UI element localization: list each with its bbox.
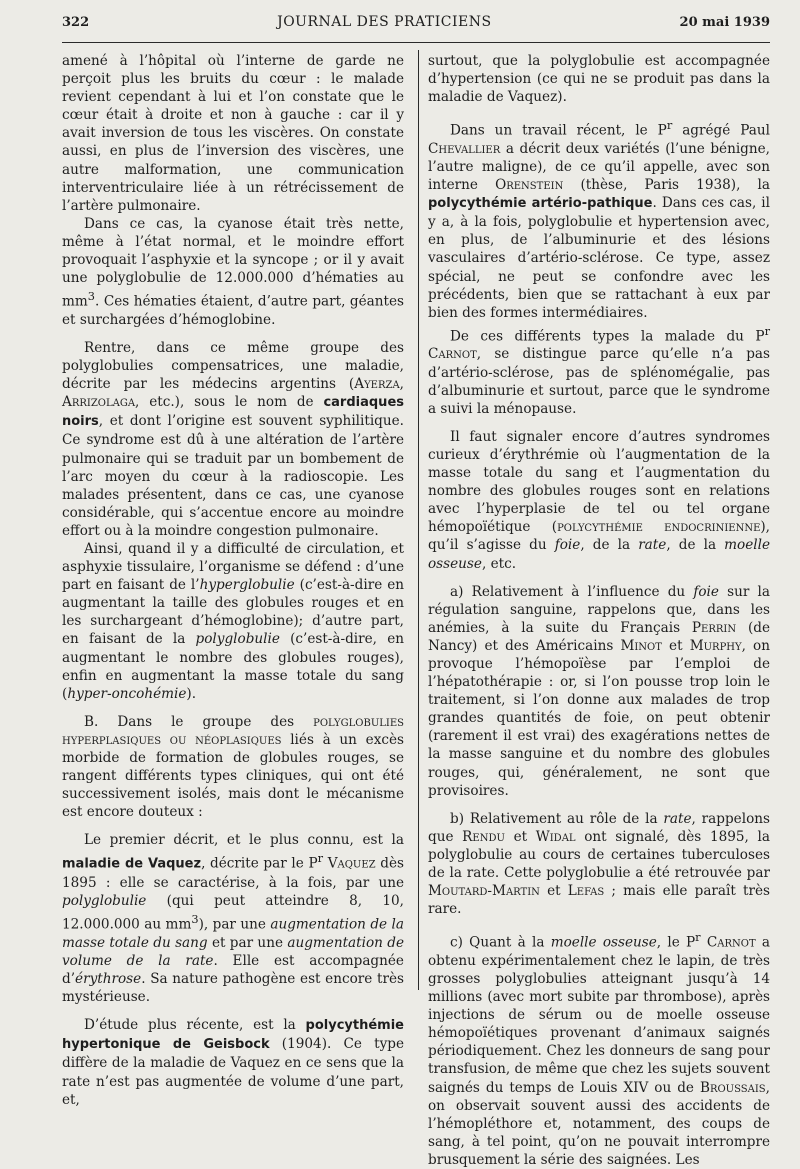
running-header (62, 14, 770, 36)
right-column (416, 52, 770, 1169)
paragraph: Rentre, dans ce même groupe des polyglobulies compensatrices, une maladie, décrite par les médecins argentins (Ayerza, Arrizolaga, etc.), sous le nom de cardiaques noirs, et dont l’origine est souvent syphilitique. Ce syndrome est dû à une altération de l’artère pulmonaire qui se traduit par un bombement de l’arc moyen du cœur à la radioscopie. Les malades présentent, dans ce cas, une cyanose considérable, qui s’accentue encore au moindre effort ou à la moindre congestion pulmonaire. (62, 339, 404, 539)
paragraph: surtout, que la polyglobulie est accompagnée d’hypertension (ce qui ne se produit pas dans la maladie de Vaquez). (428, 53, 770, 106)
issue-date: 20 mai 1939 (679, 15, 770, 30)
paragraph: Il faut signaler encore d’autres syndromes curieux d’érythrémie où l’augmentation de la masse totale du sang et l’augmentation du nombre des globules rouges sont en relations avec l’hyperplasie de tel ou tel organe hémopoïétique (polycythémie endocrinienne), qu’il s’agisse du foie, de la rate, de la moelle osseuse, etc. (428, 428, 771, 572)
text-columns (62, 52, 770, 1169)
paragraph: c) Quant à la moelle osseuse, le $P^r$ Carnot a obtenu expérimentalement chez le lapin, de très grosses polyglobulies atteignant jusqu’à 14 millions (avec mort subite par thrombose), après injections de sérum ou de moelle osseuse hémopoïétiques provenant d’animaux saignés périodiquement. Chez les donneurs de sang pour transfusion, de même que chez les sujets souvent saignés du temps de Louis XIV ou de Broussais, on observait souvent aussi des accidents de l’hémopléthore et, notamment, des coups de sang, à tel point, qu’on ne pouvait interrompre brusquement la série des saignées. Les (428, 930, 770, 1168)
paragraph: D’étude plus récente, est la polycythémie hypertonique de Geisbock (1904). Ce type diffère de la maladie de Vaquez en ce sens que la rate n’est pas augmentée de volume d’une part, et, (62, 1017, 404, 1108)
paragraph: Ainsi, quand il y a difficulté de circulation, et asphyxie tissulaire, l’organisme se défend : d’une part en faisant de l’hyperglobulie (c’est-à-dire en augmentant la taille des globules rouges et en les surchargeant d’hémoglobine); d’autre part, en faisant de la polyglobulie (c’est-à-dire, en augmentant le nombre des globules rouges), enfin en augmentant la masse totale du sang (hyper-oncohémie). (62, 540, 404, 702)
paragraph: B. Dans le groupe des polyglobulies hyperplasiques ou néoplasiques liés à un excès morbide de formation de globules rouges, se rangent différents types cliniques, qui ont été successivement isolés, mais dont le mécanisme est encore douteux : (62, 713, 404, 821)
paragraph: amené à l’hôpital où l’interne de garde ne perçoit plus les bruits du cœur : le malade revient cependant à lui et l’on constate que le cœur était à droite et non à gauche : car il y avait inversion de tous les viscères. On constate aussi, en plus de l’inversion des viscères, une autre malformation, une communication interventriculaire liée à un rétrécissement de l’artère pulmonaire. (62, 53, 404, 214)
column-divider (418, 50, 419, 990)
header-rule (62, 42, 770, 43)
page-number: 322 (62, 15, 90, 30)
paragraph: Dans un travail récent, le $P^r$ agrégé Paul Chevallier a décrit deux variétés (l’une bénigne, l’autre maligne), de ce qu’il appelle, avec son interne Orenstein (thèse, Paris 1938), la polycythémie artério-pathique. Dans ces cas, il y a, à la fois, polyglobulie et hypertension avec, en plus, de l’albuminurie et des lésions vasculaires d’artério-sclérose. Ce type, assez spécial, ne peut se confondre avec les précédents, bien que se rattachant à eux par bien des formes intermédiaires. (428, 118, 771, 321)
paragraph: De ces différents types la malade du $P^r$ Carnot, se distingue parce qu’elle n’a pas d’artério-sclérose, pas de splénomégalie, pas d’albuminurie et surtout, parce que le syndrome a suivi la ménopause. (428, 323, 770, 417)
left-column (62, 52, 416, 1169)
paragraph: a) Relativement à l’influence du foie sur la régulation sanguine, rappelons que, dans les anémies, à la suite du Français Perrin (de Nancy) et des Américains Minot et Murphy, on provoque l’hémopoïèse par l’emploi de l’hépatothérapie : or, si l’on pousse trop loin le traitement, si l’on donne aux malades de trop grandes quantités de foie, on peut obtenir (rarement il est vrai) des exagérations nettes de la masse sanguine et du nombre des globules rouges, qui, généralement, ne sont que provisoires. (428, 583, 771, 799)
paragraph: b) Relativement au rôle de la rate, rappelons que Rendu et Widal ont signalé, dès 1895, la polyglobulie au cours de certaines tuberculoses de la rate. Cette polyglobulie a été retrouvée par Moutard-Martin et Lefas ; mais elle paraît très rare. (428, 810, 770, 918)
journal-title: JOURNAL DES PRATICIENS (277, 14, 492, 30)
paragraph: Dans ce cas, la cyanose était très nette, même à l’état normal, et le moindre effort provoquait l’asphyxie et la syncope ; or il y avait une polyglobulie de 12.000.000 d’hématies au $mm^3$. Ces hématies étaient, d’autre part, géantes et surchargées d’hémoglobine. (62, 215, 404, 328)
paragraph: Le premier décrit, et le plus connu, est la maladie de Vaquez, décrite par le $P^r$ Vaquez dès 1895 : elle se caractérise, à la fois, par une polyglobulie (qui peut atteindre 8, 10, 12.000.000 au $mm^3$), par une augmentation de la masse totale du sang et par une augmentation de volume de la rate. Elle est accompagnée d’érythrose. Sa nature pathogène est encore très mystérieuse. (62, 832, 404, 1006)
